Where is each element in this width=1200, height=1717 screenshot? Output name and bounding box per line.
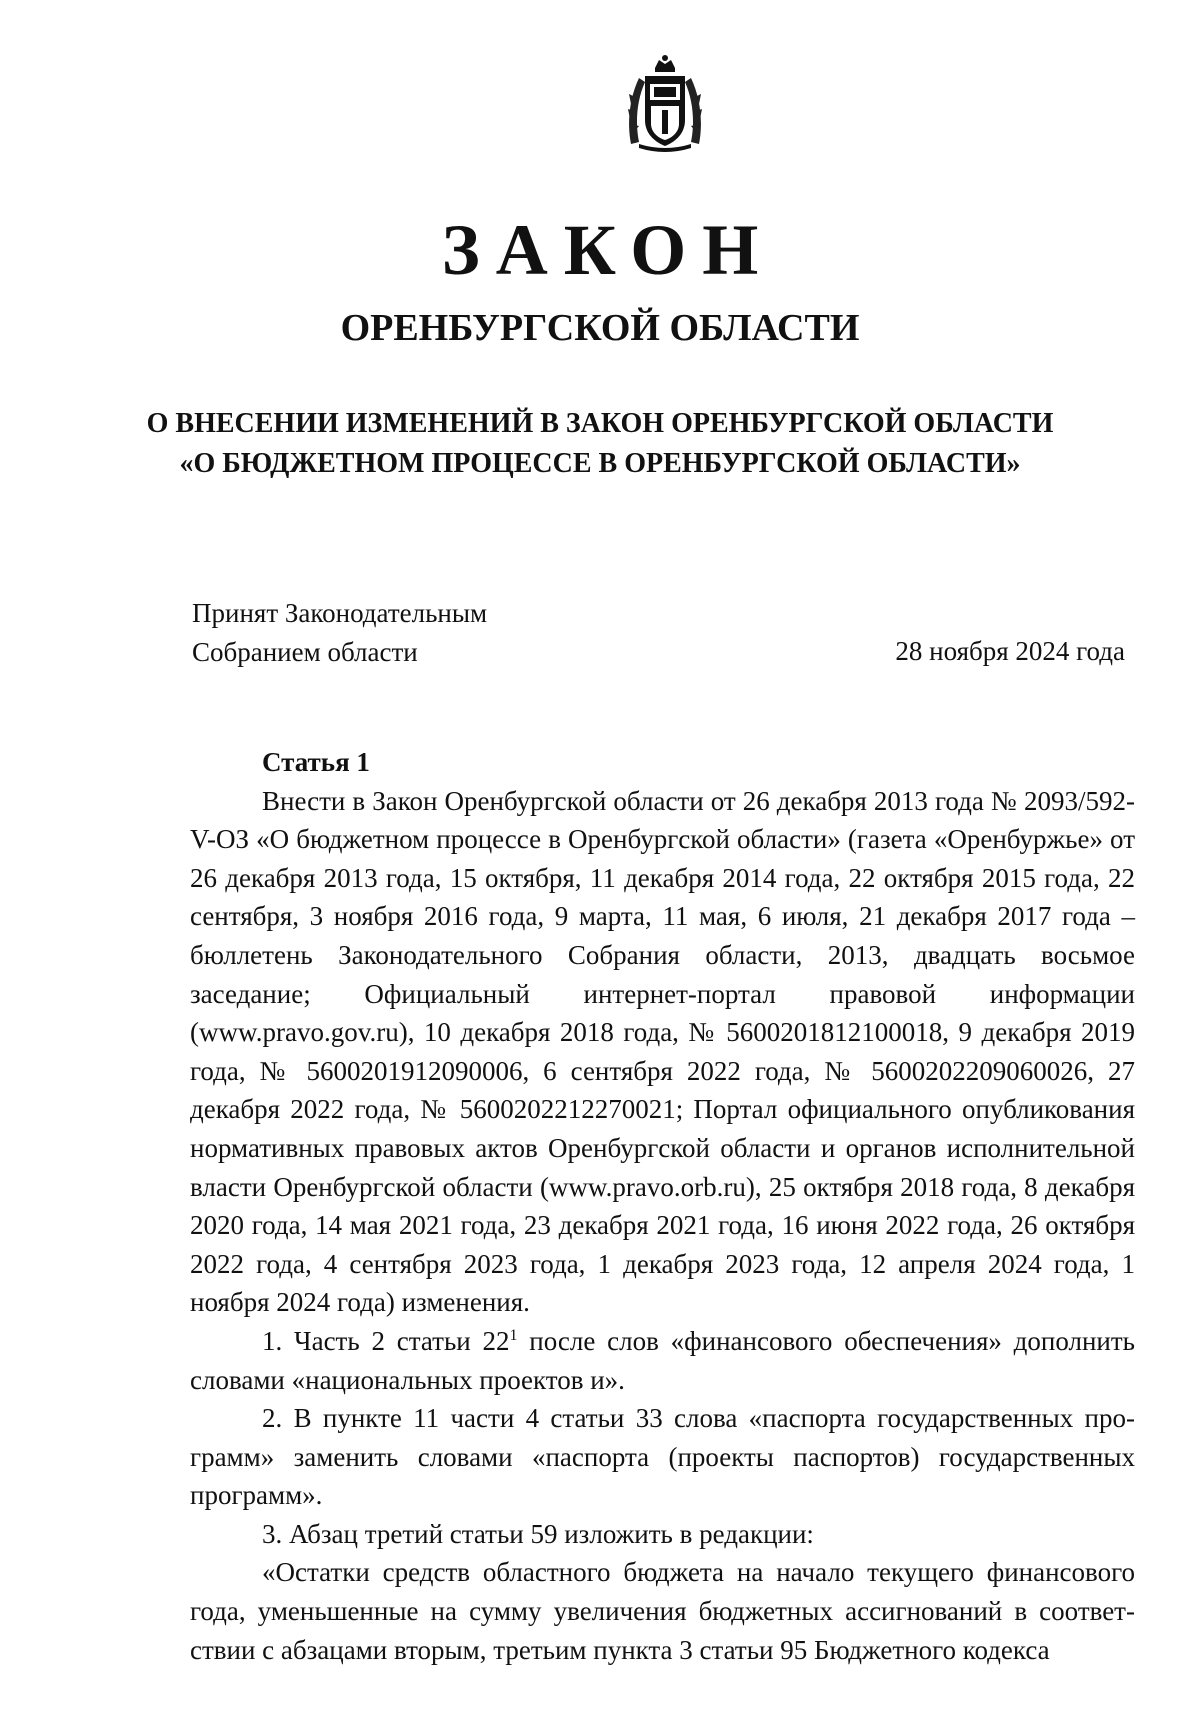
item-1-text-start: 1. Часть 2 статьи 22 xyxy=(262,1325,510,1356)
item-1-text-end: после слов «финансового обеспечения» дополнить словами «национальных проектов и». xyxy=(190,1325,1135,1395)
item-1-superscript: 1 xyxy=(509,1326,518,1344)
article-body xyxy=(190,743,1135,1669)
adoption-date: 28 ноября 2024 года xyxy=(895,636,1125,666)
amendment-quote: «Остатки средств областного бюджета на начало текущего финансового года, уменьшенные на сумму увеличения бюджетных ассигнований в соответствии с абзацами вторым, третьим пункта 3 статьи 95 Бюджетного кодекса xyxy=(190,1557,1135,1665)
law-subject-line-1: О ВНЕСЕНИИ ИЗМЕНЕНИЙ В ЗАКОН ОРЕНБУРГСКОЙ ОБЛАСТИ xyxy=(146,408,1054,439)
amendment-item-3: 3. Абзац третий статьи 59 изложить в редакции: xyxy=(262,1518,814,1549)
law-subject-line-2: «О БЮДЖЕТНОМ ПРОЦЕССЕ В ОРЕНБУРГСКОЙ ОБЛАСТИ» xyxy=(179,448,1021,479)
adoption-line-1: Принят Законодательным xyxy=(192,598,488,628)
adoption-line-2: Собранием области xyxy=(192,637,418,667)
amendment-item-1 xyxy=(190,1322,1135,1399)
amendment-item-2: 2. В пункте 11 части 4 статьи 33 слова «паспорта государственных программ» заменить словами «паспорта (проекты паспортов) государственных программ». xyxy=(190,1403,1135,1511)
region-title: ОРЕНБУРГСКОЙ ОБЛАСТИ xyxy=(340,307,860,349)
adoption-statement xyxy=(192,594,487,672)
coat-of-arms-emblem xyxy=(625,54,705,152)
article-intro-paragraph: Внести в Закон Оренбургской области от 26 декабря 2013 года № 2093/592-V-ОЗ «О бюджетном процессе в Оренбургской области» (газета «Оренбуржье» от 26 декабря 2013 года, 15 октября, 11 декабря 2014 года, 22 октября 2015 года, 22 сентября, 3 ноября 2016 года, 9 марта, 11 мая, 6 июля, 21 декабря 2017 года – бюллетень Законодательного Собрания области, 2013, двадцать восьмое заседание; Официальный интернет-портал правовой информации (www.pravo.gov.ru), 10 декабря 2018 года, № 5600201812100018, 9 декабря 2019 года, № 5600201912090006, 6 сентября 2022 года, № 5600202209060026, 27 декабря 2022 года, № 5600202212270021; Портал официального опубликования нормативных правовых актов Оренбургской области и органов исполнительной власти Оренбургской области (www.pravo.orb.ru), 25 октября 2018 года, 8 декабря 2020 года, 14 мая 2021 года, 23 декабря 2021 года, 16 июня 2022 года, 26 октября 2022 года, 4 сентября 2023 года, 1 декабря 2023 года, 12 апреля 2024 года, 1 ноября 2024 года) изменения. xyxy=(190,785,1135,1318)
article-heading: Статья 1 xyxy=(262,747,370,777)
law-subject xyxy=(0,404,1200,484)
law-title: ЗАКОН xyxy=(441,210,775,290)
